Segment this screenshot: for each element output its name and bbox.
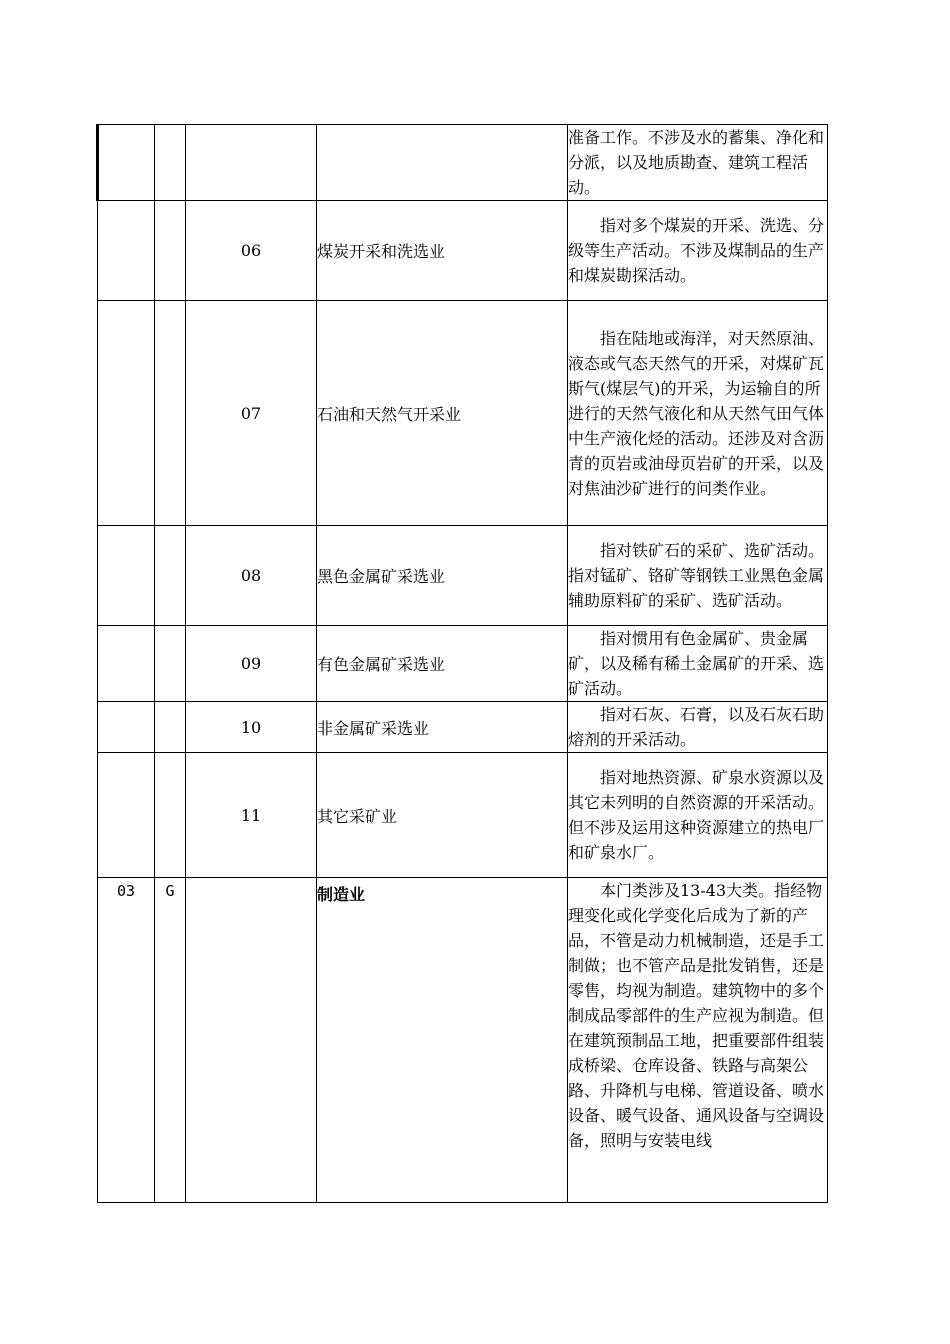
description-text: 指对石灰、石膏，以及石灰石助熔剂的开采活动。 xyxy=(568,705,825,749)
category-letter-cell xyxy=(155,125,186,201)
table-row-09 xyxy=(98,626,828,702)
category-letter-cell: G xyxy=(155,878,186,1203)
division-code-cell: 11 xyxy=(186,753,317,878)
category-letter-cell xyxy=(155,753,186,878)
category-letter-cell xyxy=(155,301,186,526)
industry-name-cell xyxy=(317,125,568,201)
division-code-cell xyxy=(186,125,317,201)
description-text: 本门类涉及13-43大类。指经物理变化或化学变化后成为了新的产品，不管是动力机械制造，还是手工制做；也不管产品是批发销售，还是零售，均视为制造。建筑物中的多个制成品零部件的生产应视为制造。但在建筑预制品工地，把重要部件组装成桥梁、仓库设备、铁路与高架公路、升降机与电梯、管道设备、喷水设备、暖气设备、通风设备与空调设备，照明与安装电线 xyxy=(568,881,825,1150)
description-cell xyxy=(568,626,828,702)
industry-name-cell: 黑色金属矿采选业 xyxy=(317,526,568,626)
table-row-07 xyxy=(98,301,828,526)
description-text: 指对铁矿石的采矿、选矿活动。指对锰矿、铬矿等钢铁工业黑色金属辅助原料矿的采矿、选矿活动。 xyxy=(568,541,825,610)
industry-name-cell: 煤炭开采和洗选业 xyxy=(317,201,568,301)
description-text: 指对多个煤炭的开采、洗选、分级等生产活动。不涉及煤制品的生产和煤炭勘探活动。 xyxy=(568,216,825,285)
industry-name-cell: 其它采矿业 xyxy=(317,753,568,878)
industry-classification-table xyxy=(96,124,828,1203)
section-code-cell xyxy=(98,201,155,301)
description-text: 指对惯用有色金属矿、贵金属矿，以及稀有稀土金属矿的开采、选矿活动。 xyxy=(568,629,825,698)
section-code-cell xyxy=(98,753,155,878)
description-cell xyxy=(568,526,828,626)
section-code-cell xyxy=(98,301,155,526)
division-code-cell: 10 xyxy=(186,702,317,753)
category-letter-cell xyxy=(155,201,186,301)
division-code-cell: 08 xyxy=(186,526,317,626)
table-row-10 xyxy=(98,702,828,753)
description-cell xyxy=(568,125,828,201)
description-cell xyxy=(568,201,828,301)
table-row-06 xyxy=(98,201,828,301)
description-text: 指对地热资源、矿泉水资源以及其它未列明的自然资源的开采活动。但不涉及运用这种资源建立的热电厂和矿泉水厂。 xyxy=(568,768,825,862)
section-code-cell xyxy=(98,526,155,626)
description-text: 指在陆地或海洋，对天然原油、液态或气态天然气的开采，对煤矿瓦斯气(煤层气)的开采，为运输自的所进行的天然气液化和从天然气田气体中生产液化烃的活动。还涉及对含沥青的页岩或油母页岩矿的开采，以及对焦油沙矿进行的问类作业。 xyxy=(568,328,825,498)
division-code-cell: 07 xyxy=(186,301,317,526)
division-code-cell xyxy=(186,878,317,1203)
description-text: 准备工作。不涉及水的蓄集、净化和分派，以及地质勘查、建筑工程活动。 xyxy=(568,128,825,197)
section-code-cell: 03 xyxy=(98,878,155,1203)
description-cell xyxy=(568,301,828,526)
table-row-continuation xyxy=(98,125,828,201)
section-code-cell xyxy=(98,702,155,753)
table-row-08 xyxy=(98,526,828,626)
division-code-cell: 06 xyxy=(186,201,317,301)
industry-name-cell: 有色金属矿采选业 xyxy=(317,626,568,702)
industry-name-cell: 石油和天然气开采业 xyxy=(317,301,568,526)
section-code-cell xyxy=(98,626,155,702)
category-letter-cell xyxy=(155,526,186,626)
description-cell xyxy=(568,878,828,1203)
industry-name-cell: 制造业 xyxy=(317,878,568,1203)
table-row-manufacturing xyxy=(98,878,828,1203)
description-cell xyxy=(568,753,828,878)
section-code-cell xyxy=(98,125,155,201)
table-row-11 xyxy=(98,753,828,878)
category-letter-cell xyxy=(155,626,186,702)
category-letter-cell xyxy=(155,702,186,753)
division-code-cell: 09 xyxy=(186,626,317,702)
industry-name-cell: 非金属矿采选业 xyxy=(317,702,568,753)
description-cell xyxy=(568,702,828,753)
